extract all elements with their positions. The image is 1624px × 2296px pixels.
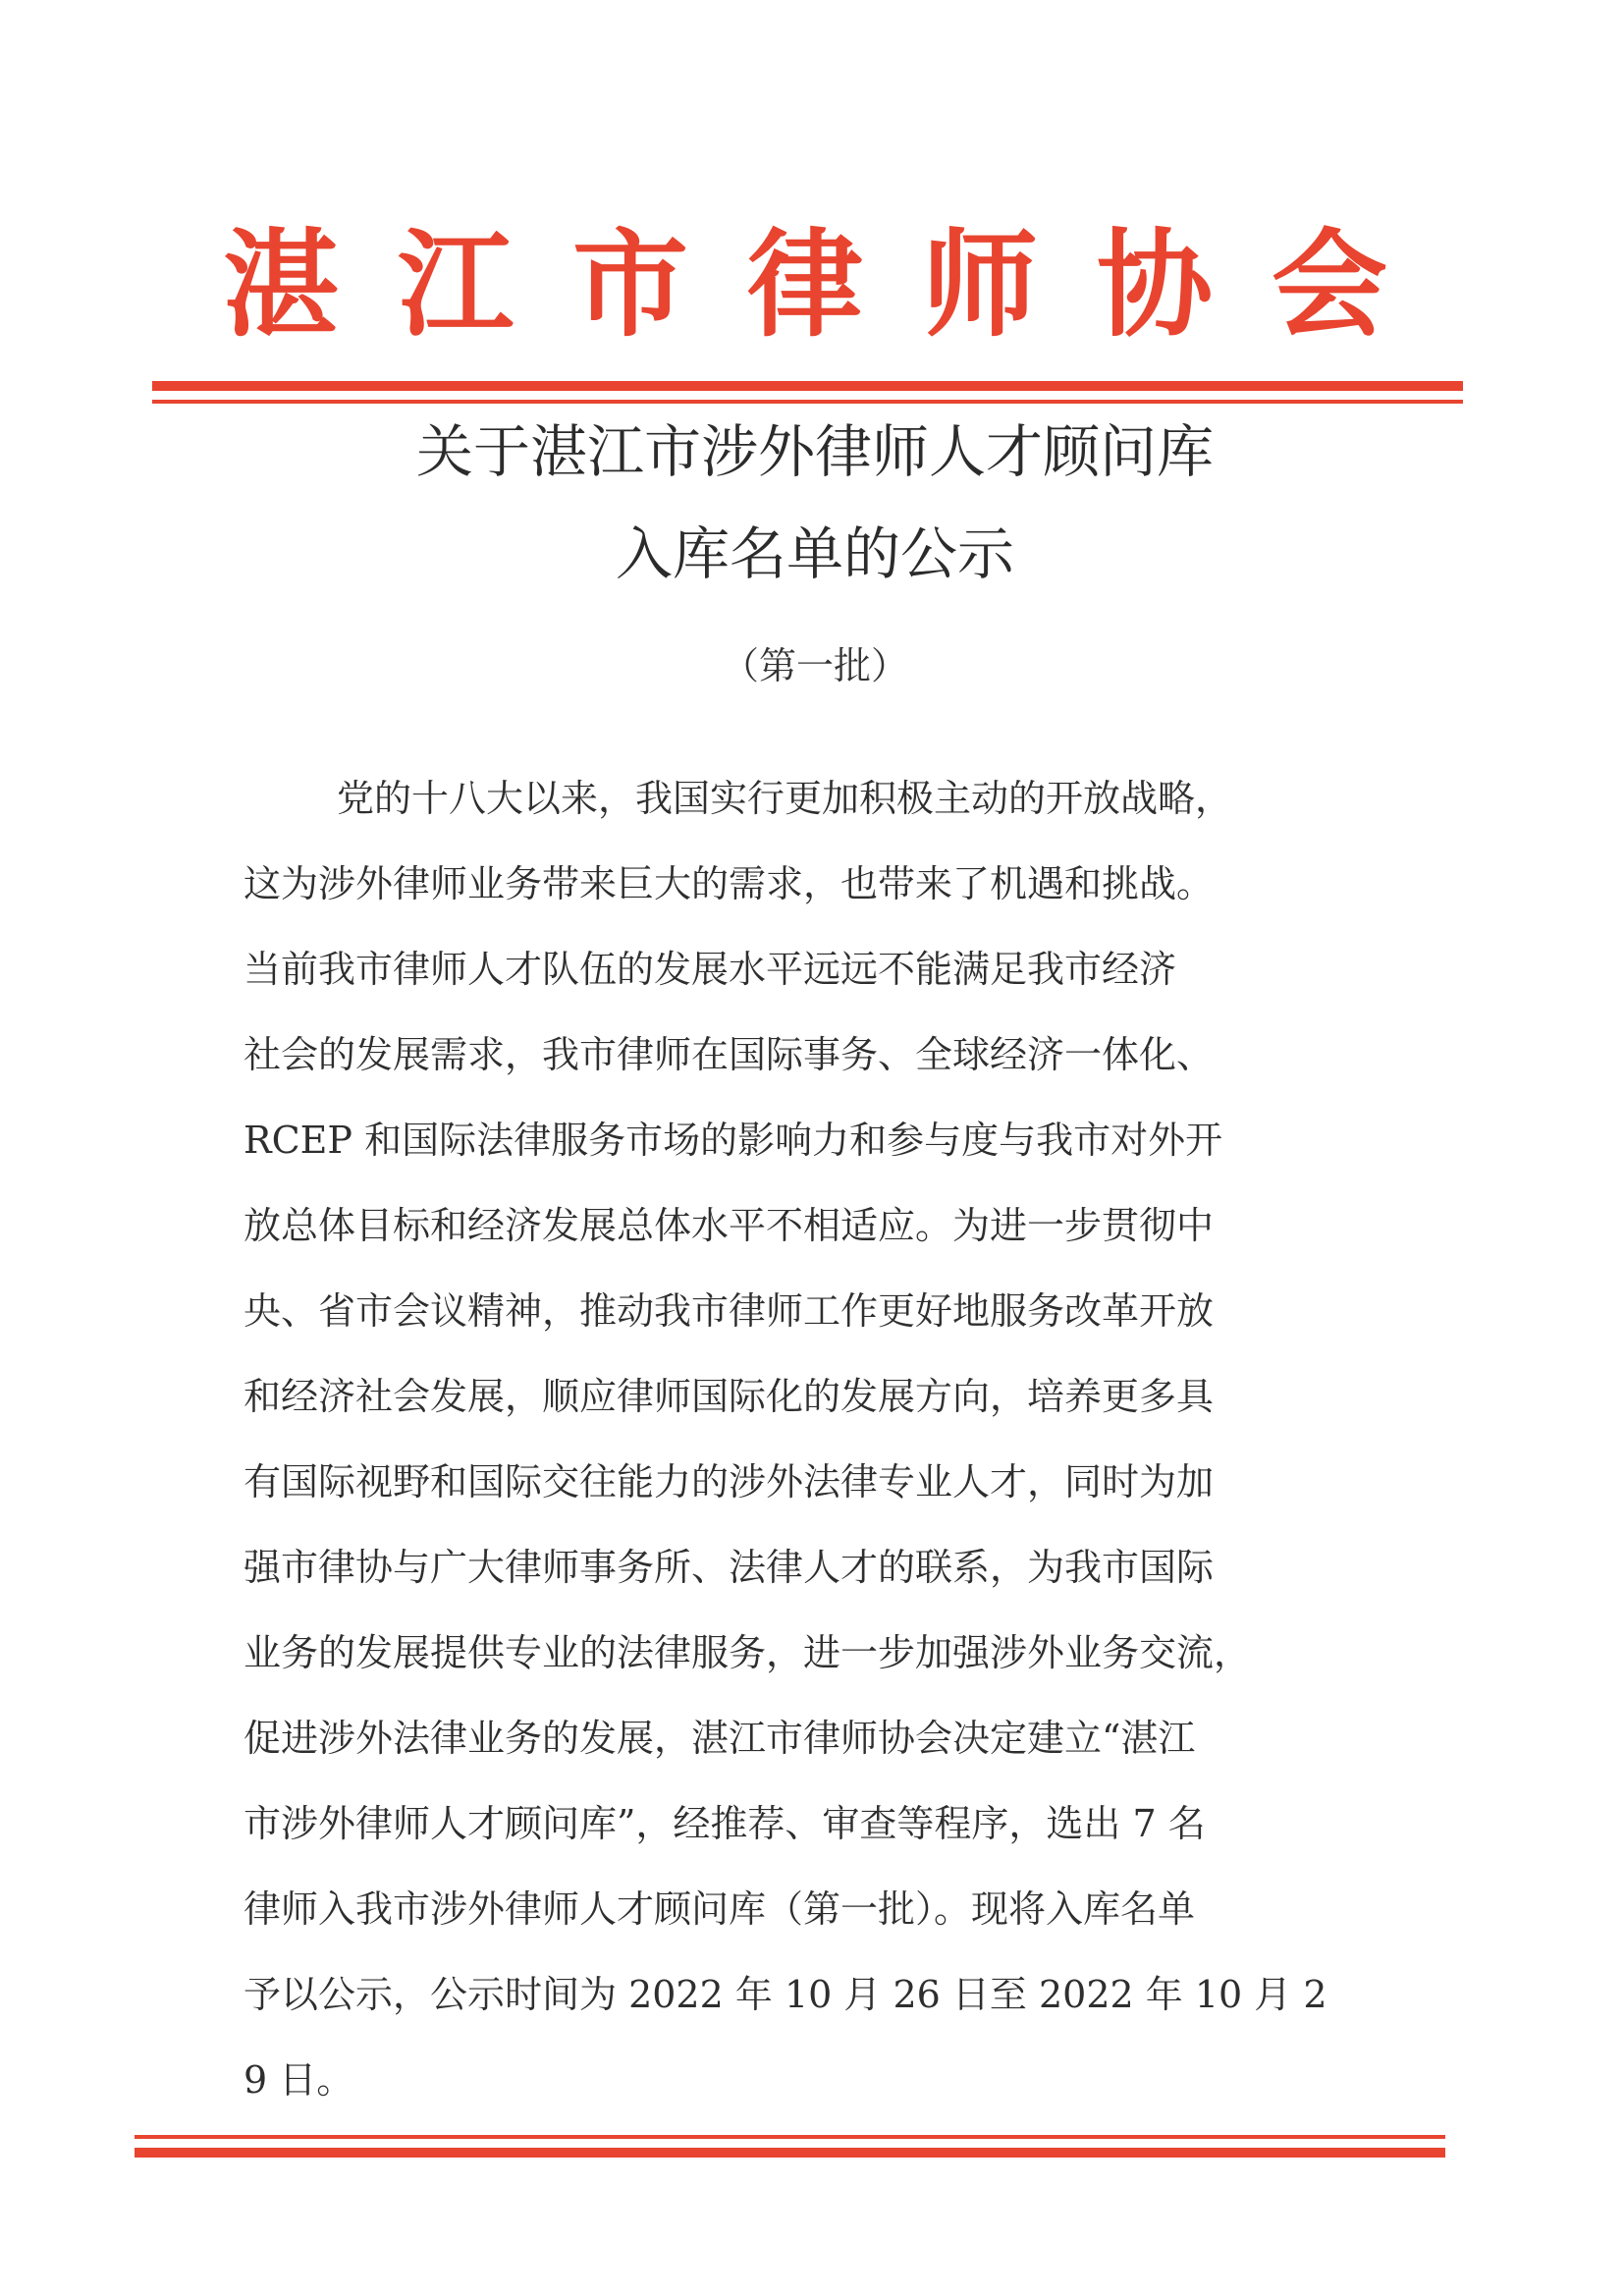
body-line: 有国际视野和国际交往能力的涉外法律专业人才，同时为加	[244, 1460, 1215, 1503]
organization-masthead: 湛江市律师协会	[222, 217, 1446, 353]
body-line: 党的十八大以来，我国实行更加积极主动的开放战略，	[337, 777, 1233, 820]
body-line: 律师入我市涉外律师人才顾问库（第一批）。现将入库名单	[244, 1887, 1196, 1931]
body-line: 和经济社会发展，顺应律师国际化的发展方向，培养更多具	[244, 1375, 1215, 1418]
document-title-line-1: 关于湛江市涉外律师人才顾问库	[415, 418, 1214, 485]
document-title-line-2: 入库名单的公示	[615, 520, 1014, 587]
batch-label: （第一批）	[721, 644, 908, 687]
header-divider-thin	[152, 400, 1463, 404]
body-line: 9 日。	[244, 2058, 354, 2102]
body-line: 促进涉外法律业务的发展，湛江市律师协会决定建立“湛江	[244, 1717, 1196, 1760]
footer-divider-thin	[135, 2135, 1445, 2139]
body-line: 这为涉外律师业务带来巨大的需求，也带来了机遇和挑战。	[244, 862, 1215, 905]
body-line: 社会的发展需求，我市律师在国际事务、全球经济一体化、	[244, 1033, 1215, 1076]
body-line: 强市律协与广大律师事务所、法律人才的联系，为我市国际	[244, 1546, 1215, 1589]
body-line: 当前我市律师人才队伍的发展水平远远不能满足我市经济	[244, 948, 1177, 991]
body-line: RCEP 和国际法律服务市场的影响力和参与度与我市对外开	[244, 1119, 1223, 1162]
body-line: 放总体目标和经济发展总体水平不相适应。为进一步贯彻中	[244, 1204, 1215, 1247]
body-line: 市涉外律师人才顾问库”，经推荐、审查等程序，选出 7 名	[244, 1802, 1206, 1845]
body-line: 央、省市会议精神，推动我市律师工作更好地服务改革开放	[244, 1289, 1215, 1333]
document-body	[244, 756, 1390, 2123]
header-divider-thick	[152, 381, 1463, 391]
body-line: 业务的发展提供专业的法律服务，进一步加强涉外业务交流，	[244, 1631, 1252, 1674]
body-line: 予以公示，公示时间为 2022 年 10 月 26 日至 2022 年 10 月 2	[244, 1973, 1327, 2016]
footer-divider-thick	[135, 2148, 1445, 2158]
